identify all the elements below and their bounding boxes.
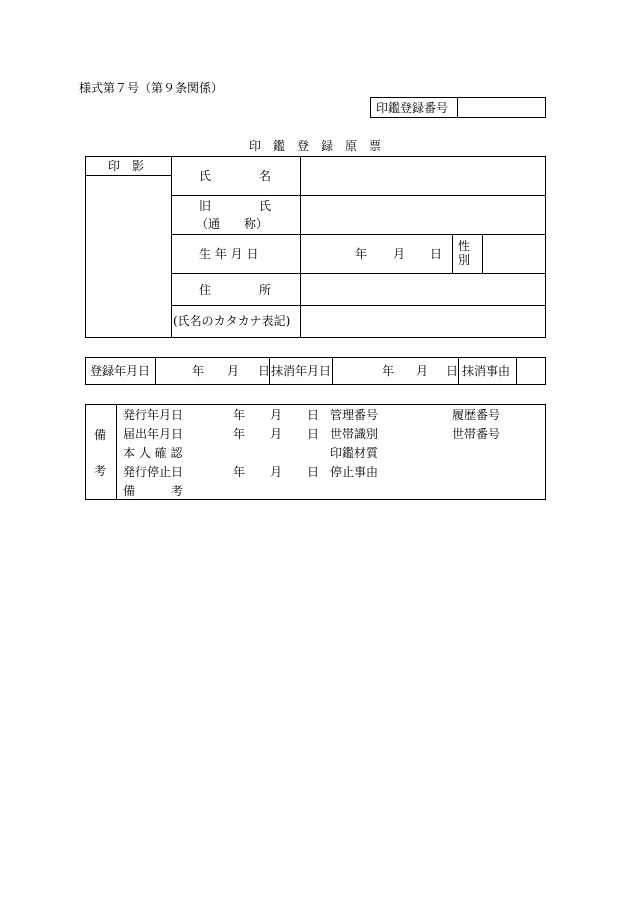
divider	[452, 234, 453, 273]
katakana-label: (氏名のカタカナ表記)	[173, 314, 291, 328]
former-surname-field[interactable]	[301, 196, 545, 234]
divider	[171, 156, 172, 338]
notification-year-unit: 年	[233, 427, 246, 441]
household-id-label: 世帯識別	[330, 427, 379, 441]
birth-date-label: 生 年 月 日	[199, 247, 259, 261]
notification-day-unit: 日	[307, 427, 320, 441]
history-number-label: 履歴番号	[452, 408, 501, 422]
katakana-field[interactable]	[301, 306, 545, 337]
registration-day-unit: 日	[258, 364, 271, 378]
stop-year-unit: 年	[233, 465, 246, 479]
gender-label-2: 別	[458, 253, 471, 267]
management-number-label: 管理番号	[330, 408, 379, 422]
notification-date-label: 届出年月日	[123, 427, 184, 441]
seal-material-label: 印鑑材質	[330, 446, 379, 460]
issue-date-label: 発行年月日	[123, 408, 184, 422]
divider	[458, 357, 459, 385]
cancellation-date-label: 抹消年月日	[271, 364, 332, 378]
issue-day-unit: 日	[307, 408, 320, 422]
gender-field[interactable]	[483, 235, 545, 273]
address-label: 住 所	[199, 283, 272, 297]
cancellation-year-unit: 年	[382, 364, 395, 378]
remarks-side-label-2: 考	[94, 464, 107, 478]
stop-day-unit: 日	[307, 465, 320, 479]
birth-day-unit: 日	[430, 247, 443, 261]
stop-month-unit: 月	[270, 465, 283, 479]
common-name-label: （通 称）	[196, 217, 269, 231]
cancellation-reason-field[interactable]	[517, 358, 545, 384]
issue-month-unit: 月	[270, 408, 283, 422]
identity-confirmation-label: 本 人 確 認	[123, 446, 183, 460]
gender-label-1: 性	[458, 239, 471, 253]
cancellation-day-unit: 日	[446, 364, 459, 378]
remarks-side-label-1: 備	[94, 428, 107, 442]
notification-month-unit: 月	[270, 427, 283, 441]
seal-registration-number-label: 印鑑登録番号	[376, 101, 449, 115]
issue-stop-date-label: 発行停止日	[123, 465, 184, 479]
divider	[116, 404, 117, 500]
registration-date-label: 登録年月日	[90, 364, 151, 378]
divider	[457, 97, 458, 118]
divider	[332, 357, 333, 385]
stop-reason-label: 停止事由	[330, 465, 379, 479]
birth-month-unit: 月	[393, 247, 406, 261]
address-field[interactable]	[301, 274, 545, 305]
issue-year-unit: 年	[233, 408, 246, 422]
form-title: 印 鑑 登 録 原 票	[248, 139, 381, 153]
seal-impression-area[interactable]	[86, 176, 171, 337]
registration-year-unit: 年	[192, 364, 205, 378]
remarks-label: 備 考	[123, 484, 184, 498]
divider	[155, 357, 156, 385]
registration-month-unit: 月	[227, 364, 240, 378]
cancellation-reason-label: 抹消事由	[462, 364, 511, 378]
birth-year-unit: 年	[355, 247, 368, 261]
cancellation-month-unit: 月	[416, 364, 429, 378]
form-number: 様式第７号（第９条関係）	[79, 81, 224, 95]
former-surname-label: 旧 氏	[199, 199, 272, 213]
seal-impression-label: 印 影	[108, 159, 145, 173]
name-label: 氏 名	[199, 169, 272, 183]
household-number-label: 世帯番号	[452, 427, 501, 441]
name-field[interactable]	[301, 157, 545, 195]
